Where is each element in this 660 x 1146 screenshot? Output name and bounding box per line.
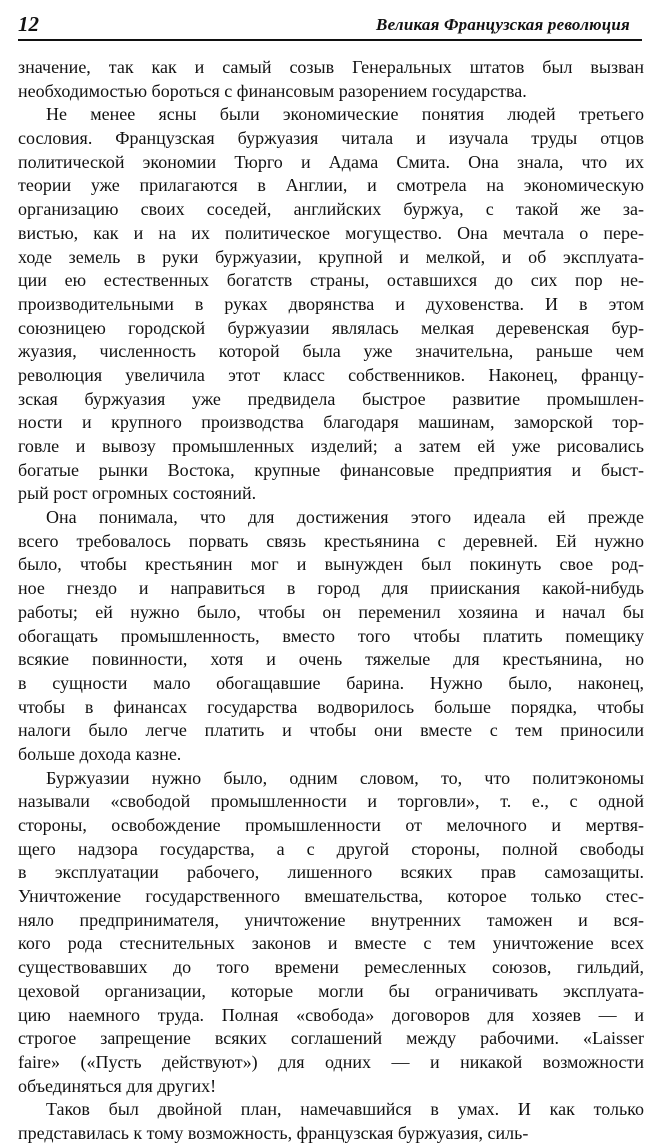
- header-rule: [18, 39, 642, 41]
- paragraph: [18, 767, 644, 1099]
- text-line: революция увеличила этот класс собственников. Наконец, францу-: [18, 364, 644, 385]
- text-line: союзницею городской буржуазии являлась мелкая деревенская бур-: [18, 317, 644, 338]
- text-line: ходе земель в руки буржуазии, крупной и мелкой, и об эксплуата-: [18, 246, 644, 267]
- text-line: объединяться для других!: [18, 1075, 217, 1096]
- text-line: няло предпринимателя, уничтожение внутренних таможен и вся-: [18, 909, 644, 930]
- text-line: цеховой организации, которые могли бы ограничивать эксплуата-: [18, 980, 644, 1001]
- text-line: faire» («Пусть действуют») для одних — и никакой возможности: [18, 1051, 644, 1072]
- text-line: Уничтожение государственного вмешательства, которое только стес-: [18, 886, 644, 907]
- text-line: богатые рынки Востока, крупные финансовые предприятия и быст-: [18, 459, 644, 480]
- text-line: больше дохода казне.: [18, 743, 182, 764]
- text-line: Таков был двойной план, намечавшийся в умах. И как только: [46, 1099, 644, 1120]
- text-line: жуазия, численность которой была уже значительна, раньше чем: [18, 341, 644, 362]
- text-line: называли «свободой промышленности и торговли», т. е., с одной: [18, 791, 644, 812]
- text-line: производительными в руках дворянства и духовенства. И в этом: [18, 293, 644, 314]
- text-line: работы; ей нужно было, чтобы он переменил хозяина и начал бы: [18, 601, 644, 622]
- text-line: вистью, как и на их политическое могущество. Она мечтала о пере-: [18, 222, 644, 243]
- body-text: [18, 56, 644, 1146]
- text-line: политической экономии Тюрго и Адама Смита. Она знала, что их: [18, 151, 644, 172]
- text-line: стороны, освобождение промышленности от мелочного и мертвя-: [18, 815, 644, 835]
- text-line: необходимостью бороться с финансовым разорением государства.: [18, 80, 527, 101]
- text-line: ции ею естественных богатств страны, оставшихся до сих пор не-: [18, 270, 644, 291]
- paragraph: [18, 103, 644, 506]
- text-line: теории уже прилагаются в Англии, и смотрела на экономическую: [18, 175, 644, 196]
- paragraph: [18, 1098, 644, 1145]
- text-line: строгое запрещение всяких соглашений между рабочими. «Laisser: [18, 1028, 644, 1049]
- paragraph: [18, 56, 644, 103]
- text-line: щего надзора государства, а с другой стороны, полной свободы: [18, 838, 644, 859]
- text-line: Не менее ясны были экономические понятия людей третьего: [46, 104, 644, 125]
- text-line: налоги было легче платить и чтобы они вместе с тем приносили: [18, 720, 644, 741]
- text-line: в сущности мало обогащавшие барина. Нужно было, наконец,: [18, 672, 644, 693]
- page-number: 12: [18, 12, 39, 36]
- running-title: Великая Французская революция: [376, 15, 630, 34]
- text-line: значение, так как и самый созыв Генеральных штатов был вызван: [18, 57, 644, 77]
- text-line: ное гнездо и направиться в город для приискания какой-нибудь: [18, 578, 644, 599]
- text-line: существовавших до того времени ремесленных союзов, гильдий,: [18, 957, 644, 978]
- text-line: было, чтобы крестьянин мог и вынужден был покинуть свое род-: [18, 554, 644, 575]
- page-header: [18, 10, 642, 40]
- text-line: всякие повинности, хотя и очень тяжелые для крестьянина, но: [18, 649, 644, 670]
- text-line: говле и вывозу промышленных изделий; а затем ей уже рисовались: [18, 436, 644, 456]
- text-line: сословия. Французская буржуазия читала и изучала труды отцов: [18, 128, 644, 149]
- text-line: обогащать промышленность, вместо того чтобы платить помещику: [18, 625, 644, 646]
- text-line: кого рода стеснительных законов и вместе с тем уничтожение всех: [18, 933, 644, 954]
- text-line: рый рост огромных состояний.: [18, 483, 257, 504]
- text-line: ности и крупного производства благодаря машинам, заморской тор-: [18, 412, 644, 433]
- paragraph: [18, 506, 644, 767]
- text-line: чтобы в финансах государства водворилось больше порядка, чтобы: [18, 696, 644, 717]
- text-line: Буржуазии нужно было, одним словом, то, что политэкономы: [46, 767, 644, 788]
- text-line: всего требовалось порвать связь крестьянина с деревней. Ей нужно: [18, 530, 644, 551]
- text-line: в эксплуатации рабочего, лишенного всяких прав самозащиты.: [18, 862, 644, 883]
- text-line: организацию своих соседей, английских буржуа, с такой же за-: [18, 199, 644, 220]
- text-line: представилась к тому возможность, французская буржуазия, силь-: [18, 1122, 529, 1143]
- text-line: цию наемного труда. Полная «свобода» договоров для хозяев — и: [18, 1004, 644, 1025]
- text-line: Она понимала, что для достижения этого идеала ей прежде: [46, 507, 644, 528]
- text-line: зская буржуазия уже предвидела быстрое развитие промышлен-: [18, 388, 644, 409]
